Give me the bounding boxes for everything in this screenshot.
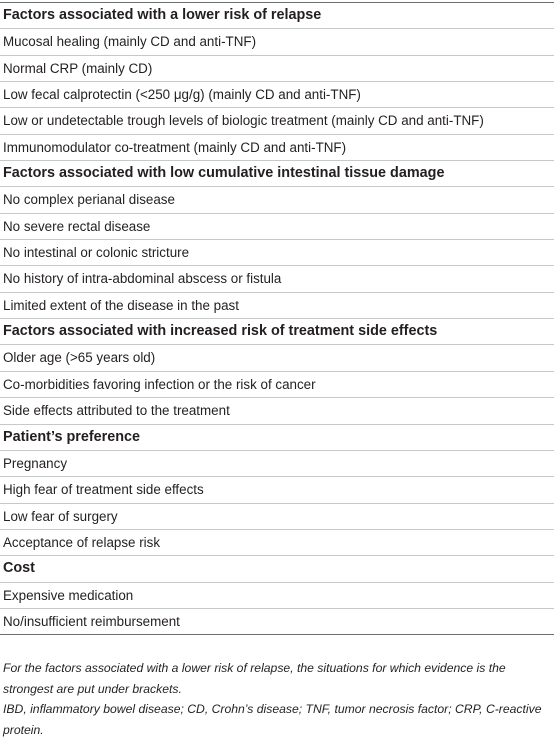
table-row: Low fecal calprotectin (<250 μg/g) (mainly CD and anti-TNF) [0,82,554,108]
footnote-brackets: For the factors associated with a lower risk of relapse, the situations for which evidence is the strongest are put under brackets. [3,661,506,696]
table-footnotes [3,658,553,740]
table-row: High fear of treatment side effects [0,477,554,503]
section-heading: Factors associated with a lower risk of relapse [0,3,554,29]
table-row: Immunomodulator co-treatment (mainly CD and anti-TNF) [0,135,554,161]
table-row: No complex perianal disease [0,187,554,213]
section-heading: Factors associated with low cumulative intestinal tissue damage [0,161,554,187]
table-row: Co-morbidities favoring infection or the risk of cancer [0,372,554,398]
table-body [0,3,554,635]
table-row: Older age (>65 years old) [0,345,554,371]
table-row: No history of intra-abdominal abscess or fistula [0,266,554,292]
table-row: Side effects attributed to the treatment [0,398,554,424]
table-row: Acceptance of relapse risk [0,530,554,556]
table-row: Expensive medication [0,583,554,609]
table-row: Low or undetectable trough levels of biologic treatment (mainly CD and anti-TNF) [0,108,554,134]
footnote-abbreviations: IBD, inflammatory bowel disease; CD, Crohn’s disease; TNF, tumor necrosis factor; CRP, C-reactive protein. [3,702,542,737]
table-row: Mucosal healing (mainly CD and anti-TNF) [0,29,554,55]
section-heading: Cost [0,556,554,582]
section-heading: Patient’s preference [0,425,554,451]
table-row: No/insufficient reimbursement [0,609,554,635]
section-heading: Factors associated with increased risk of treatment side effects [0,319,554,345]
table-row: Low fear of surgery [0,504,554,530]
table-row: Limited extent of the disease in the past [0,293,554,319]
table-row: No intestinal or colonic stricture [0,240,554,266]
table-row: Normal CRP (mainly CD) [0,56,554,82]
table-row: No severe rectal disease [0,214,554,240]
table-row: Pregnancy [0,451,554,477]
